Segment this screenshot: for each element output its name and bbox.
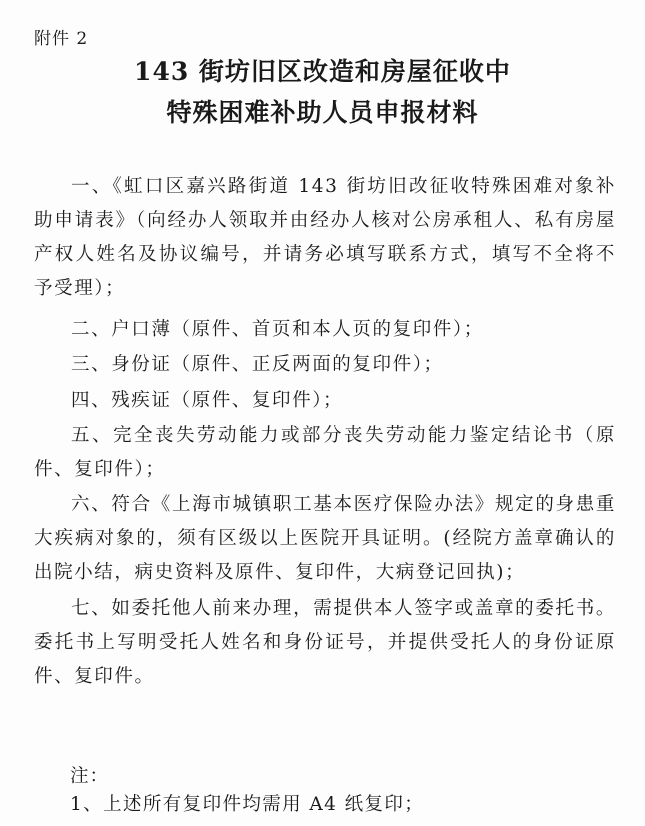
requirement-text: 一、《虹口区嘉兴路街道 143 街坊旧改征收特殊困难对象补助申请表》（向经办人领取并由经办人核对公房承租人、私有房屋产权人姓名及协议编号，并请务必填写联系方式，填写不全将不予受理）； — [34, 176, 616, 299]
requirement-item-6 — [34, 488, 616, 590]
requirement-text: 四、残疾证（原件、复印件）； — [71, 390, 344, 411]
requirement-item-3 — [34, 348, 616, 382]
document-title-line-1: 143 街坊旧区改造和房屋征收中 — [134, 57, 511, 86]
requirement-item-7 — [34, 592, 616, 694]
requirement-item-4 — [34, 384, 616, 418]
note-item-1: 1、上述所有复印件均需用 A4 纸复印； — [70, 794, 425, 815]
requirement-text: 五、完全丧失劳动能力或部分丧失劳动能力鉴定结论书（原件、复印件）； — [34, 425, 616, 480]
note-heading: 注： — [70, 766, 110, 787]
requirement-item-5 — [34, 419, 616, 487]
attachment-label: 附件 2 — [34, 29, 89, 49]
requirement-item-2 — [34, 313, 616, 347]
requirement-text: 七、如委托他人前来办理，需提供本人签字或盖章的委托书。委托书上写明受托人姓名和身份证号，并提供受托人的身份证原件、复印件。 — [34, 598, 616, 687]
document-title-line-2: 特殊困难补助人员申报材料 — [166, 98, 479, 127]
requirement-item-1 — [34, 170, 616, 306]
requirement-text: 六、符合《上海市城镇职工基本医疗保险办法》规定的身患重大疾病对象的，须有区级以上医院开具证明。(经院方盖章确认的出院小结，病史资料及原件、复印件，大病登记回执)； — [34, 494, 616, 583]
requirement-text: 三、身份证（原件、正反两面的复印件）； — [71, 354, 444, 375]
requirement-text: 二、户口薄（原件、首页和本人页的复印件）； — [71, 319, 484, 340]
